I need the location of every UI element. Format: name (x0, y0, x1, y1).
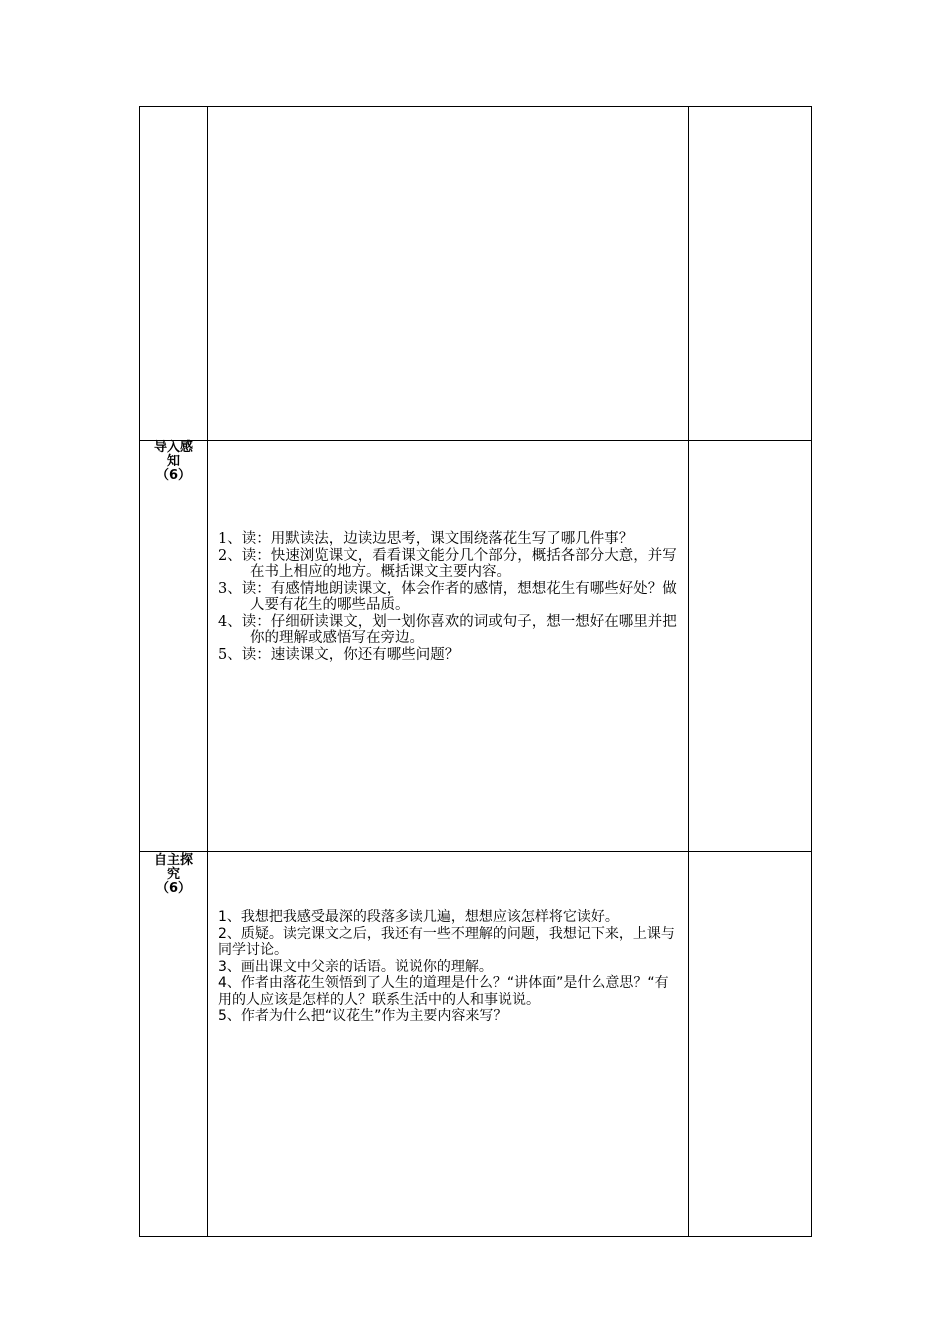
list-item: 3、读：有感情地朗读课文，体会作者的感情，想想花生有哪些好处？做人要有花生的哪些品质。 (218, 580, 677, 613)
table-row (140, 852, 812, 1237)
content-cell-explore (208, 852, 689, 1237)
lesson-plan-table (139, 106, 812, 1237)
stage-label-explore: 自主探 究 （6） (153, 853, 193, 896)
explore-task-list (208, 852, 688, 1025)
list-item: 5、作者为什么把“议花生”作为主要内容来写？ (218, 1008, 508, 1024)
notes-cell (689, 107, 812, 441)
list-item: 5、读：速读课文，你还有哪些问题？ (218, 646, 460, 663)
list-item: 2、质疑。读完课文之后，我还有一些不理解的问题，我想记下来，上课与同学讨论。 (218, 925, 675, 958)
stage-cell-explore (140, 852, 208, 1237)
content-cell-intro (208, 441, 689, 852)
content-cell (208, 107, 689, 441)
list-item: 1、我想把我感受最深的段落多读几遍，想想应该怎样将它读好。 (218, 909, 619, 925)
table-row (140, 107, 812, 441)
intro-task-list (208, 441, 688, 663)
list-item: 3、画出课文中父亲的话语。说说你的理解。 (218, 958, 493, 975)
list-item: 4、作者由落花生领悟到了人生的道理是什么？“讲体面”是什么意思？“有用的人应该是怎样的人？联系生活中的人和事说说。 (218, 975, 669, 1008)
table-row (140, 441, 812, 852)
stage-label-intro: 导入感 知 （6） (153, 440, 193, 483)
list-item: 4、读：仔细研读课文，划一划你喜欢的词或句子，想一想好在哪里并把你的理解或感悟写在旁边。 (218, 613, 677, 646)
notes-cell (689, 852, 812, 1237)
stage-cell (140, 107, 208, 441)
list-item: 2、读：快速浏览课文，看看课文能分几个部分，概括各部分大意，并写在书上相应的地方。概括课文主要内容。 (218, 547, 677, 580)
stage-cell-intro (140, 441, 208, 852)
list-item: 1、读：用默读法，边读边思考，课文围绕落花生写了哪几件事？ (218, 531, 634, 547)
notes-cell (689, 441, 812, 852)
